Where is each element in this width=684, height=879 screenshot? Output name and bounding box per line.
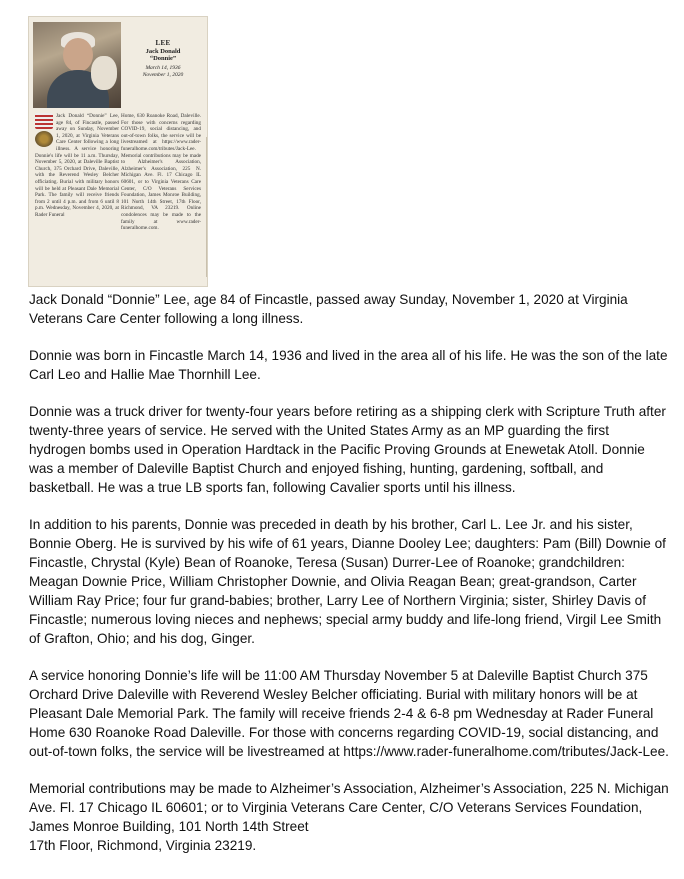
newspaper-clipping bbox=[29, 17, 207, 286]
memorial-line-1: Memorial contributions may be made to Alzheimer’s Association, Alzheimer’s Association, 225 N. Michigan Ave. Fl. 17 Chicago IL 60601; or to Virginia Veterans Care Center, C/O Veterans Services Foundation, James Monroe Building, 101 North 14th Street bbox=[29, 781, 669, 834]
clipping-column-2-text: Home, 630 Roanoke Road, Daleville. For those with concerns regarding COVID-19, social distancing, and out-of-town folks, the service will be livestreamed at https://www.rader-funeralhome.com/tributes/Jack-Lee. Memorial contributions may be made to Alzheimer's Association, Alzheimer's Association, 225 N. Michigan Ave. Fl. 17 Chicago IL 60601, or to Virginia Veterans Care Center, C/O Veterans Services Foundation, James Monroe Building, 101 North 14th Street, 17th Floor, Richmond, VA 23219. Online condolences may be made to the family at www.rader-funeralhome.com. bbox=[121, 113, 201, 232]
clipping-column-1-text: Jack Donald “Donnie” Lee, age 84, of Fincastle, passed away on Sunday, November 1, 2020, at Virginia Veterans Care Center following a long illness. A service honoring Donnie's life will be 11 a.m. Thursday, November 5, 2020, at Daleville Baptist Church, 375 Orchard Drive, Daleville, with the Reverend Wesley Belcher officiating. Burial with military honors will be held at Pleasant Dale Memorial Park. The family will receive friends from 2 until 4 p.m. and from 6 until 8 p.m. Wednesday, November 4, 2020, at Rader Funeral bbox=[35, 113, 119, 218]
clipping-nickname: “Donnie” bbox=[149, 55, 177, 62]
clipping-header bbox=[123, 39, 203, 78]
paragraph-memorial bbox=[29, 779, 669, 855]
flag-emblem-icon bbox=[35, 113, 53, 129]
obituary-text bbox=[29, 290, 669, 855]
clipping-given-names: Jack Donald bbox=[145, 48, 181, 55]
paragraph-intro: Jack Donald “Donnie” Lee, age 84 of Fincastle, passed away Sunday, November 1, 2020 at Virginia Veterans Care Center following a long illness. bbox=[29, 292, 628, 326]
memorial-line-2: 17th Floor, Richmond, Virginia 23219. bbox=[29, 838, 257, 853]
clipping-column-2 bbox=[121, 113, 201, 283]
veterans-seal-icon bbox=[35, 131, 53, 147]
clipping-column-1 bbox=[35, 113, 119, 283]
paragraph-birth: Donnie was born in Fincastle March 14, 1936 and lived in the area all of his life. He was the son of the late Carl Leo and Hallie Mae Thornhill Lee. bbox=[29, 348, 668, 382]
paragraph-family: In addition to his parents, Donnie was preceded in death by his brother, Carl L. Lee Jr. and his sister, Bonnie Oberg. He is survived by his wife of 61 years, Dianne Dooley Lee; daughters: Pam (Bill) Downie of Fincastle, Chrystal (Kyle) Bean of Roanoke, Teresa (Susan) Durrer-Lee of Roanoke; grandchildren: Meagan Downie Price, William Christopher Downie, and Olivia Reagan Bean; great-grandson, Carter William Ray Price; four fur grand-babies; brother, Larry Lee of Northern Virginia; sister, Shirley Davis of Fincastle; numerous loving nieces and nephews; special army buddy and life-long friend, Virgil Lee Smith of Grafton, Ohio; and his dog, Ginger. bbox=[29, 517, 666, 646]
paragraph-career: Donnie was a truck driver for twenty-four years before retiring as a shipping clerk with Scripture Truth after twenty-three years of service. He served with the United States Army as an MP guarding the first hydrogen bombs used in Operation Hardtack in the Pacific Proving Grounds at Enewetak Atoll. Donnie was a member of Daleville Baptist Church and enjoyed fishing, hunting, gardening, softball, and basketball. He was a true LB sports fan, following Cavalier sports until his illness. bbox=[29, 404, 666, 495]
clipping-birth-date: March 14, 1936 bbox=[145, 65, 181, 71]
clipping-fold-line bbox=[206, 137, 207, 277]
paragraph-service: A service honoring Donnie’s life will be 11:00 AM Thursday November 5 at Daleville Baptist Church 375 Orchard Drive Daleville with Reverend Wesley Belcher officiating. Burial with military honors will be at Pleasant Dale Memorial Park. The family will receive friends 2-4 & 6-8 pm Wednesday at Rader Funeral Home 630 Roanoke Road Daleville. For those with concerns regarding COVID-19, social distancing, and out-of-town folks, the service will be livestreamed at https://www.rader-funeralhome.com/tributes/Jack-Lee. bbox=[29, 668, 669, 759]
clipping-death-date: November 1, 2020 bbox=[142, 72, 184, 78]
clipping-surname: LEE bbox=[155, 39, 171, 47]
portrait-photo bbox=[33, 22, 121, 108]
